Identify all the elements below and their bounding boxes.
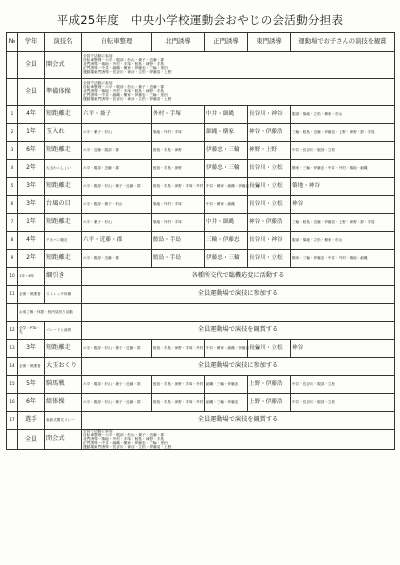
row-east: 長谷川・立松	[248, 250, 291, 268]
row-event: 開会式	[45, 52, 82, 79]
row-watch: 中井・長谷川・服部・立松	[291, 376, 395, 394]
row-event: 短距離走	[45, 250, 82, 268]
row-east: 上野・伊藤浩	[248, 394, 291, 412]
row-bike: 六平・近藤・服部・郡	[82, 142, 152, 160]
table-row	[7, 160, 395, 178]
assignment-line: 正門誘導－中井・細縄・横家・伊藤忠・三輪・里田	[83, 440, 168, 445]
row-number: 2	[7, 124, 18, 142]
row-north: 築地・外村・手塚	[152, 214, 205, 232]
row-number: 1	[7, 106, 18, 124]
row-number: 16	[7, 394, 18, 412]
row-year: 5年	[18, 376, 45, 394]
row-north: 鮫島・手島・神野	[152, 160, 205, 178]
assignment-line: 北門誘導－築地・外村・手塚・鮫島・神野・手島	[83, 62, 165, 67]
row-main: 細縄・三輪・伊藤忠	[205, 394, 248, 412]
table-row	[7, 340, 395, 358]
row-north: 鮫島・手島	[152, 232, 205, 250]
table-row	[7, 106, 395, 124]
assignment-line: 全員で活動に参加	[83, 54, 113, 59]
row-number: 8	[7, 232, 18, 250]
row-event: 表彰式開式リレー	[45, 412, 82, 430]
row-merged-note: 全員運動場で演技に参加する	[82, 286, 395, 304]
row-east: 神谷・伊藤浩	[248, 124, 291, 142]
row-year: 6年	[18, 394, 45, 412]
table-row	[7, 322, 395, 340]
row-main: 中井・細縄	[205, 106, 248, 124]
row-year: 全員	[18, 430, 45, 450]
row-east: 長谷川・立松	[248, 196, 291, 214]
header-event: 演技名	[45, 33, 82, 52]
row-watch: 服部・築地・立松・横家・杉山	[291, 232, 395, 250]
row-merged-note: 全員運動場で演技を観賞する	[82, 412, 395, 430]
row-event: 玉入れ	[45, 124, 82, 142]
table-row	[7, 358, 395, 376]
row-year: 選手	[18, 412, 45, 430]
row-north: 築地・外村・手塚	[152, 196, 205, 214]
table-row	[7, 286, 395, 304]
row-all-participate	[82, 430, 395, 450]
row-number: 17	[7, 412, 18, 430]
row-event: 短距離走	[45, 214, 82, 232]
row-north: 鮫島・手島・神野・手塚・外村	[152, 178, 205, 196]
assignment-table	[6, 32, 395, 450]
row-event: ストレッチ体操	[45, 286, 82, 304]
header-number: №	[7, 33, 18, 52]
row-number	[7, 79, 18, 106]
row-east: 上野・伊藤浩	[248, 376, 291, 394]
row-watch: 中井・長谷川・服部・立松	[291, 142, 395, 160]
row-event: 短距離走	[45, 340, 82, 358]
row-year: 全員	[18, 52, 45, 79]
row-main: 伊藤忠・三輪	[205, 142, 248, 160]
row-event: デカパン競走	[45, 232, 82, 250]
row-year: 4年	[18, 232, 45, 250]
assignment-line: 自転車整理－六平・服部・杉山・兼子・近藤・郡	[83, 432, 165, 437]
row-event: 短距離走	[45, 106, 82, 124]
row-east: 神野・上野	[248, 142, 291, 160]
row-main: 細縄・三輪・伊藤忠	[205, 376, 248, 394]
row-event: 準備体操	[45, 79, 82, 106]
row-watch: 三輪・鮫島・近藤・伊藤忠・上野・神野・郡・手島	[291, 124, 395, 142]
row-number: 10	[7, 268, 18, 286]
header-watch: 運動場でお子さんの演技を観賞	[291, 33, 395, 52]
header-year: 学年	[18, 33, 45, 52]
row-bike: 六平・兼子・杉山	[82, 124, 152, 142]
row-main: 伊藤忠・三輪	[205, 250, 248, 268]
row-number: 5	[7, 178, 18, 196]
row-east: 長谷川・立松	[248, 160, 291, 178]
row-main: 中井・細縄	[205, 214, 248, 232]
row-all-participate	[82, 52, 395, 79]
row-event: 大玉わっしょい	[45, 160, 82, 178]
row-year: 1年	[18, 124, 45, 142]
table-header-row	[7, 33, 395, 52]
row-east: 神谷・伊藤浩	[248, 214, 291, 232]
header-east-gate: 東門誘導	[248, 33, 291, 52]
row-event: 閉会式	[45, 430, 82, 450]
row-number: 13	[7, 340, 18, 358]
row-main: 中井・横家・細縄	[205, 196, 248, 214]
assignment-line: 全員で活動に参加	[83, 429, 113, 433]
row-event: 組体操	[45, 394, 82, 412]
row-number: 11	[7, 286, 18, 304]
row-event: パレードと演奏	[45, 322, 82, 340]
row-year: 全保・保護者	[18, 286, 45, 304]
row-number: 9	[7, 250, 18, 268]
row-bike: 六平・兼子	[82, 106, 152, 124]
row-watch: 服部・築地・立松・横家・杉山	[291, 106, 395, 124]
row-merged-note: 各種所交代で臨機応変に活動する	[82, 268, 395, 286]
row-bike: 六平・近藤・郡	[82, 232, 152, 250]
row-number: 3	[7, 142, 18, 160]
row-number	[7, 52, 18, 79]
assignment-line: 北門誘導－築地・外村・手塚・鮫島・神野・手島	[83, 89, 165, 94]
table-row	[7, 178, 395, 196]
row-bike: 六平・服部・近藤・郡	[82, 250, 152, 268]
assignment-line: 正門誘導－中井・細縄・横家・伊藤忠・三輪・里田	[83, 65, 168, 70]
row-event: 綱引き	[45, 268, 82, 286]
table-row	[7, 394, 395, 412]
row-event: 騎馬戦	[45, 376, 82, 394]
row-merged-note: 全員運動場で演技を観賞する	[82, 322, 395, 340]
assignment-line: 正門誘導－中井・細縄・横家・伊藤忠・三輪・里田	[83, 92, 168, 97]
row-north: 鮫島・手島	[152, 250, 205, 268]
row-watch: 横家・三輪・伊藤忠・中井・外村・築地・細縄	[291, 250, 395, 268]
assignment-line: 運動場東門誘導－長谷川・神谷・立松・伊藤浩・上野	[83, 96, 172, 101]
assignment-line: 自転車整理－六平・服部・杉山・兼子・近藤・郡	[83, 85, 165, 90]
row-watch: 横家・三輪・伊藤忠・中井・外村・築地・細縄	[291, 160, 395, 178]
row-number: 12	[7, 322, 18, 340]
row-number: 7	[7, 214, 18, 232]
table-row	[7, 196, 395, 214]
row-event: 短距離走	[45, 178, 82, 196]
table-body	[7, 52, 395, 450]
row-north: 鮫島・手島・神野・手塚・外村	[152, 340, 205, 358]
row-event: 台風の目	[45, 196, 82, 214]
table-row	[7, 79, 395, 106]
row-year: 全学・PTA・先	[18, 322, 45, 340]
row-event: 大玉おくり	[45, 358, 82, 376]
row-year: 全保・保護者	[18, 358, 45, 376]
row-number	[7, 430, 18, 450]
row-all-participate	[82, 79, 395, 106]
row-number: 4	[7, 160, 18, 178]
row-watch: 中井・長谷川・服部・立松	[291, 394, 395, 412]
table-row	[7, 250, 395, 268]
row-year: 4年	[18, 106, 45, 124]
row-bike: 六平・服部・杉山・兼子・近藤・郡	[82, 340, 152, 358]
row-year: 2年	[18, 160, 45, 178]
row-year: 3年	[18, 340, 45, 358]
table-row	[7, 412, 395, 430]
row-east: 長谷川・立松	[248, 340, 291, 358]
row-main: 中井・横家・細縄・伊藤忠・三輪	[205, 340, 248, 358]
row-year: 3年	[18, 196, 45, 214]
row-number: 14	[7, 358, 18, 376]
row-north: 築地・外村・手塚	[152, 124, 205, 142]
row-number: 6	[7, 196, 18, 214]
assignment-line: 運動場東門誘導－長谷川・神谷・立松・伊藤浩・上野	[83, 444, 172, 449]
row-bike: 六平・服部・近藤・郡	[82, 160, 152, 178]
row-year: 1年	[18, 214, 45, 232]
row-north: 鮫島・手島・神野・手塚・外村	[152, 394, 205, 412]
row-main: 三輪・伊藤忠	[205, 232, 248, 250]
row-year: 2年	[18, 250, 45, 268]
row-bike: 六平・服部・杉山・兼子・近藤・郡	[82, 178, 152, 196]
row-watch: 築地・神谷	[291, 178, 395, 196]
row-bike: 六平・服部・杉山・兼子・近藤・郡	[82, 394, 152, 412]
row-bike: 六平・兼子・杉山	[82, 214, 152, 232]
row-year: 全員	[18, 79, 45, 106]
row-east: 長谷川・神谷	[248, 106, 291, 124]
row-merged-note	[82, 304, 395, 322]
row-north: 外村・手塚	[152, 106, 205, 124]
row-main: 中井・横家・細縄・伊藤忠・三輪	[205, 178, 248, 196]
table-row	[7, 304, 395, 322]
row-event: 短距離走	[45, 142, 82, 160]
table-row	[7, 142, 395, 160]
table-row	[7, 232, 395, 250]
row-year: 3年	[18, 178, 45, 196]
assignment-line: 運動場東門誘導－長谷川・神谷・立松・伊藤浩・上野	[83, 69, 172, 74]
header-main-gate: 正門誘導	[205, 33, 248, 52]
table-row	[7, 376, 395, 394]
table-row	[7, 268, 395, 286]
row-east: 長谷川・神谷	[248, 232, 291, 250]
page-title: 平成25年度 中央小学校運動会おやじの会活動分担表	[56, 13, 344, 27]
row-bike: 六平・服部・兼子・杉山	[82, 196, 152, 214]
assignment-line: 全員で活動に参加	[83, 81, 113, 86]
row-year: 1年～6年	[18, 268, 45, 286]
row-number	[7, 304, 18, 322]
row-year: 6年	[18, 142, 45, 160]
row-number: 15	[7, 376, 18, 394]
table-row	[7, 124, 395, 142]
row-merged-note: 全員運動場で演技に参加する	[82, 358, 395, 376]
table-row	[7, 52, 395, 79]
row-bike: 六平・服部・杉山・兼子・近藤・郡	[82, 376, 152, 394]
header-north-gate: 北門誘導	[152, 33, 205, 52]
row-main: 伊藤忠・三輪	[205, 160, 248, 178]
table-row	[7, 430, 395, 450]
row-north: 鮫島・手島・神野・手塚・外村	[152, 376, 205, 394]
row-watch: 三輪・鮫島・近藤・伊藤忠・上野・神野・郡・手島	[291, 214, 395, 232]
row-watch: 神谷	[291, 196, 395, 214]
row-north: 鮫島・手島・神野	[152, 142, 205, 160]
row-main: 細縄・横家	[205, 124, 248, 142]
assignment-line: 自転車整理－六平・服部・杉山・兼子・近藤・郡	[83, 58, 165, 63]
header-bike: 自転車整理	[82, 33, 152, 52]
row-east: 長谷川・立松	[248, 178, 291, 196]
row-watch: 神谷	[291, 340, 395, 358]
assignment-line: 北門誘導－築地・外村・手塚・鮫島・神野・手島	[83, 436, 165, 441]
table-row	[7, 214, 395, 232]
row-year: お楽ご飯・休憩・校内見回り活動	[18, 304, 82, 322]
